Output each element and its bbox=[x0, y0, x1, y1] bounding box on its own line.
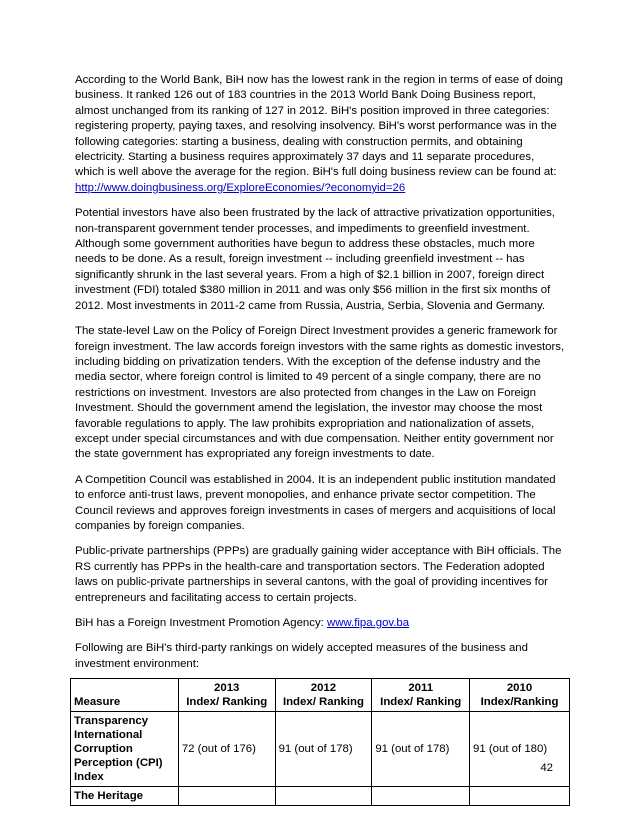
header-2012 bbox=[275, 679, 372, 712]
header-year: 2011 bbox=[408, 682, 434, 695]
cell-2013: 72 (out of 176) bbox=[178, 712, 275, 787]
paragraph-competition-council: A Competition Council was established in 2004. It is an independent public institution mandated to enforce anti-trust laws, prevent monopolies, and enhance private sector competition. The Council reviews and approves foreign investments in cases of mergers and acquisitions of local companies by foreign companies. bbox=[75, 473, 556, 532]
table-row bbox=[71, 712, 570, 787]
cell-measure: The Heritage bbox=[71, 787, 179, 806]
paragraph-fipa bbox=[75, 616, 565, 631]
header-year: 2013 bbox=[214, 682, 240, 695]
cell-empty bbox=[470, 787, 570, 806]
rankings-table bbox=[70, 678, 570, 806]
header-sub: Index/ Ranking bbox=[282, 696, 364, 709]
paragraph-ppp: Public-private partnerships (PPPs) are gradually gaining wider acceptance with BiH officials. The RS currently has PPPs in the health-care and transportation sectors. The Federation adopted laws on public-private partnerships in several cantons, with the goal of providing incentives for entrepreneurs and facilitating access to certain projects. bbox=[75, 545, 562, 604]
paragraph-doing-business bbox=[75, 73, 565, 196]
paragraph-fdi-law: The state-level Law on the Policy of Foreign Direct Investment provides a generic framework for foreign investment. The law accords foreign investors with the same rights as domestic investors, including bidding on privatization tenders. With the exception of the defense industry and the media sector, where foreign control is limited to 49 percent of a single company, there are no restrictions on investment. Investors are also protected from changes in the Law on Foreign Investment. Should the government amend the legislation, the investor may choose the most favorable regulations to apply. The law prohibits expropriation and nationalization of assets, except under special circumstances and with due compensation. Neither entity government nor the state government has expropriated any foreign investments to date. bbox=[75, 325, 565, 461]
paragraph-rankings-intro: Following are BiH's third-party rankings on widely accepted measures of the business and investment environment: bbox=[75, 642, 528, 670]
document-page bbox=[75, 73, 565, 806]
header-sub: Index/Ranking bbox=[480, 696, 559, 709]
header-2013 bbox=[178, 679, 275, 712]
cell-2011: 91 (out of 178) bbox=[372, 712, 470, 787]
table-row bbox=[71, 787, 570, 806]
paragraph-investors: Potential investors have also been frustrated by the lack of attractive privatization opportunities, non-transparent government tender processes, and impediments to greenfield investment. Although some government authorities have begun to address these obstacles, much more needs to be done. As a result, foreign investment -- including greenfield investment -- has significantly shrunk in the last several years. From a high of $2.1 billion in 2007, foreign direct investment (FDI) totaled $380 million in 2011 and was only $56 million in the first six months of 2012. Most investments in 2011-2 came from Russia, Austria, Serbia, Slovenia and Germany. bbox=[75, 207, 555, 312]
header-2010 bbox=[470, 679, 570, 712]
cell-2010: 91 (out of 180) bbox=[470, 712, 570, 787]
fipa-link[interactable]: www.fipa.gov.ba bbox=[326, 617, 410, 629]
paragraph-text: According to the World Bank, BiH now has the lowest rank in the region in terms of ease of doing business. It ranked 126 out of 183 countries in the 2013 World Bank Doing Business report, almost unchanged from its ranking of 127 in 2012. BiH's position improved in three categories: registering property, paying taxes, and resolving insolvency. BiH's worst performance was in the following categories: starting a business, dealing with construction permits, and obtaining electricity. Starting a business requires approximately 37 days and 11 separate procedures, which is well above the average for the region. BiH's full doing business review can be found at: bbox=[75, 74, 563, 179]
page-number: 42 bbox=[540, 762, 553, 774]
cell-empty bbox=[372, 787, 470, 806]
header-measure: Measure bbox=[71, 679, 179, 712]
header-year: 2012 bbox=[310, 682, 337, 695]
cell-empty bbox=[178, 787, 275, 806]
header-year: 2010 bbox=[506, 682, 533, 695]
doing-business-link[interactable]: http://www.doingbusiness.org/ExploreEconomies/?economyid=26 bbox=[75, 181, 406, 194]
table-header-row bbox=[71, 679, 570, 712]
header-2011 bbox=[372, 679, 470, 712]
header-sub: Index/ Ranking bbox=[380, 696, 462, 709]
cell-empty bbox=[275, 787, 372, 806]
header-sub: Index/ Ranking bbox=[186, 696, 268, 709]
cell-2012: 91 (out of 178) bbox=[275, 712, 372, 787]
paragraph-text: BiH has a Foreign Investment Promotion Agency: bbox=[75, 617, 327, 629]
cell-measure: Transparency International Corruption Perception (CPI) Index bbox=[71, 712, 179, 787]
